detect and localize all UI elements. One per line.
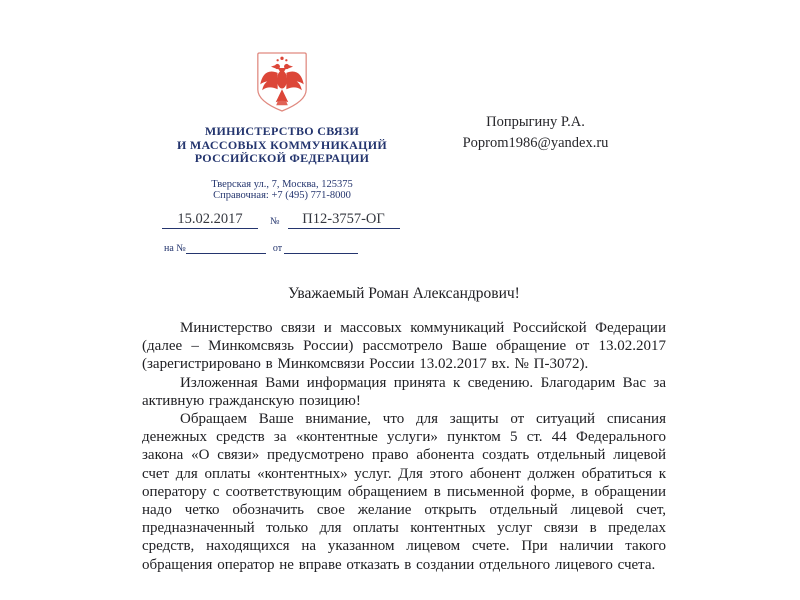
- recipient-name: Попрыгину Р.А.: [486, 114, 585, 130]
- body-paragraph-3: Обращаем Ваше внимание, что для защиты от ситуаций списания денежных средств за «контентные услуги» пунктом 5 ст. 44 Федерального закона «О связи» предусмотрено право абонента создать отдельный лицевой счет для оплаты «контентных» услуг. Для этого абонент должен обратиться к оператору с соответствующим обращением в письменной форме, в обращении надо четко обозначить свое желание открыть отдельный лицевой счет, предназначенный только для оплаты контентных услуг связи в пределах средств, находящихся на указанном лицевом счете. При наличии такого обращения оператор не вправе отказать в создании отдельного лицевого счета.: [142, 411, 666, 573]
- letterhead-address: [152, 179, 412, 202]
- ref-number-blank-line: [186, 242, 266, 254]
- address-street: Тверская ул., 7, Москва, 125375: [211, 178, 353, 190]
- outgoing-date-number-row: [162, 211, 412, 229]
- recipient-email: Poprom1986@yandex.ru: [462, 135, 609, 151]
- address-phone: Справочная: +7 (495) 771-8000: [213, 190, 351, 201]
- body-paragraph-2: Изложенная Вами информация принята к сведению. Благодарим Вас за активную гражданскую позицию!: [142, 374, 666, 409]
- body-paragraph-1: Министерство связи и массовых коммуникаций Российской Федерации (далее – Минкомсвязь России) рассмотрело Ваше обращение от 13.02.2017 (зарегистрировано в Минкомсвязи России 13.02.2017 вх. № П-3072).: [142, 320, 666, 373]
- ministry-name-line-2: И МАССОВЫХ КОММУНИКАЦИЙ: [177, 137, 387, 152]
- double-headed-eagle-icon: [253, 50, 311, 114]
- letter-body: [142, 319, 666, 574]
- incoming-reference-row: [164, 242, 412, 254]
- ministry-name: [152, 125, 412, 166]
- recipient-block: [443, 112, 628, 154]
- ref-date-blank-line: [284, 242, 358, 254]
- ref-number-label: на №: [164, 242, 186, 254]
- number-sign-label: №: [270, 215, 280, 227]
- ministry-name-line-1: МИНИСТЕРСТВО СВЯЗИ: [204, 124, 360, 138]
- ref-from-label: от: [272, 242, 283, 254]
- letterhead: [152, 50, 412, 254]
- ministry-name-line-3: РОССИЙСКОЙ ФЕДЕРАЦИИ: [194, 151, 370, 165]
- outgoing-number: П12-3757-ОГ: [288, 211, 400, 229]
- salutation: Уважаемый Роман Александрович!: [288, 285, 520, 302]
- outgoing-date: 15.02.2017: [162, 211, 258, 229]
